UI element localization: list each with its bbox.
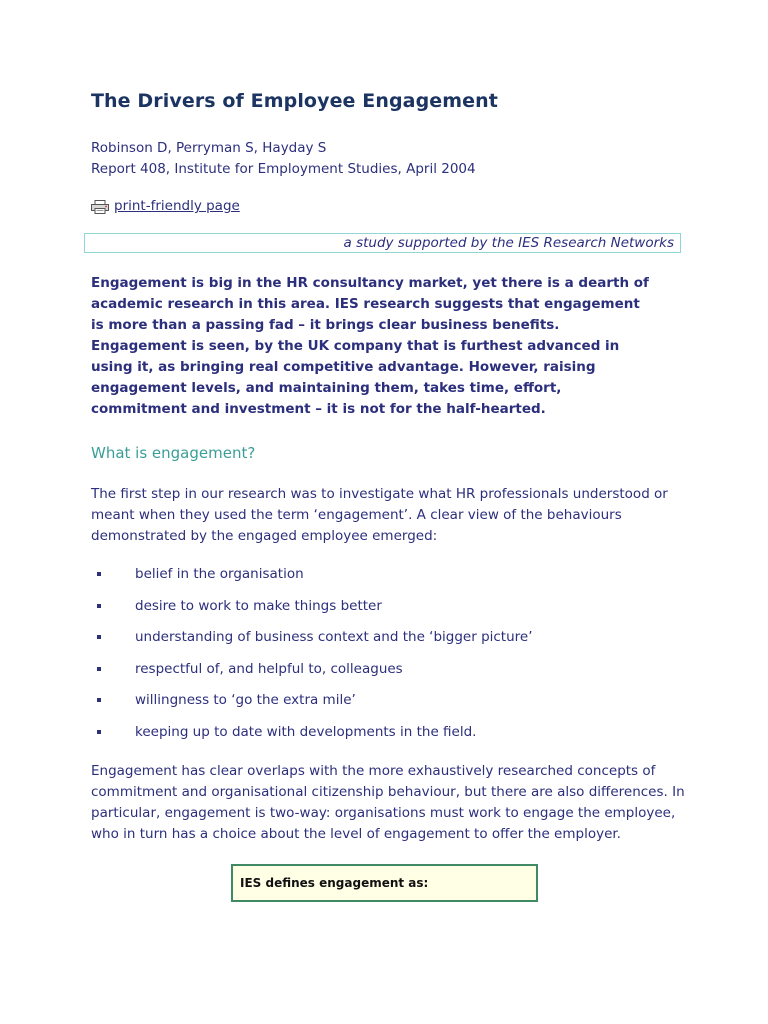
body-paragraph-2: Engagement has clear overlaps with the more exhaustively researched concepts of commitment and organisational citizenship behaviour, but there are also differences. In particular, engagement is two-way: organisations must work to engage the employee, who in turn has a choice about the level of engagement to offer the employer.: [91, 763, 685, 842]
intro-paragraph: Engagement is big in the HR consultancy market, yet there is a dearth of academic research in this area. IES research suggests that engagement is more than a passing fad – it brings clear business benefits. Engagement is seen, by the UK company that is furthest advanced in using it, as bringing real competitive advantage. However, raising engagement levels, and maintaining them, takes time, effort, commitment and investment – it is not for the half-hearted.: [91, 275, 649, 417]
list-item-text: belief in the organisation: [135, 566, 304, 582]
definition-box-label: IES defines engagement as:: [240, 876, 429, 890]
page-title: The Drivers of Employee Engagement: [91, 90, 498, 112]
print-friendly-link[interactable]: print-friendly page: [114, 198, 240, 214]
list-item-text: understanding of business context and the ‘bigger picture’: [135, 629, 533, 645]
report-line: Report 408, Institute for Employment Studies, April 2004: [91, 161, 476, 177]
list-item-text: willingness to ‘go the extra mile’: [135, 692, 356, 708]
list-item-text: desire to work to make things better: [135, 598, 382, 614]
bullet-marker: [97, 698, 101, 702]
bullet-marker: [97, 667, 101, 671]
list-item-text: keeping up to date with developments in the field.: [135, 724, 477, 740]
printer-icon[interactable]: [91, 199, 109, 213]
bullet-marker: [97, 730, 101, 734]
bullet-marker: [97, 604, 101, 608]
body-paragraph-1: The first step in our research was to investigate what HR professionals understood or meant when they used the term ‘engagement’. A clear view of the behaviours demonstrated by the engaged employee emerged:: [91, 486, 668, 544]
list-item-text: respectful of, and helpful to, colleagues: [135, 661, 403, 677]
bullet-marker: [97, 572, 101, 576]
definition-box: [231, 864, 538, 902]
authors-line: Robinson D, Perryman S, Hayday S: [91, 140, 327, 156]
bullet-marker: [97, 635, 101, 639]
supported-by-banner: a study supported by the IES Research Networks: [84, 233, 681, 253]
section-heading: What is engagement?: [91, 444, 256, 462]
print-friendly-row[interactable]: [91, 196, 240, 216]
